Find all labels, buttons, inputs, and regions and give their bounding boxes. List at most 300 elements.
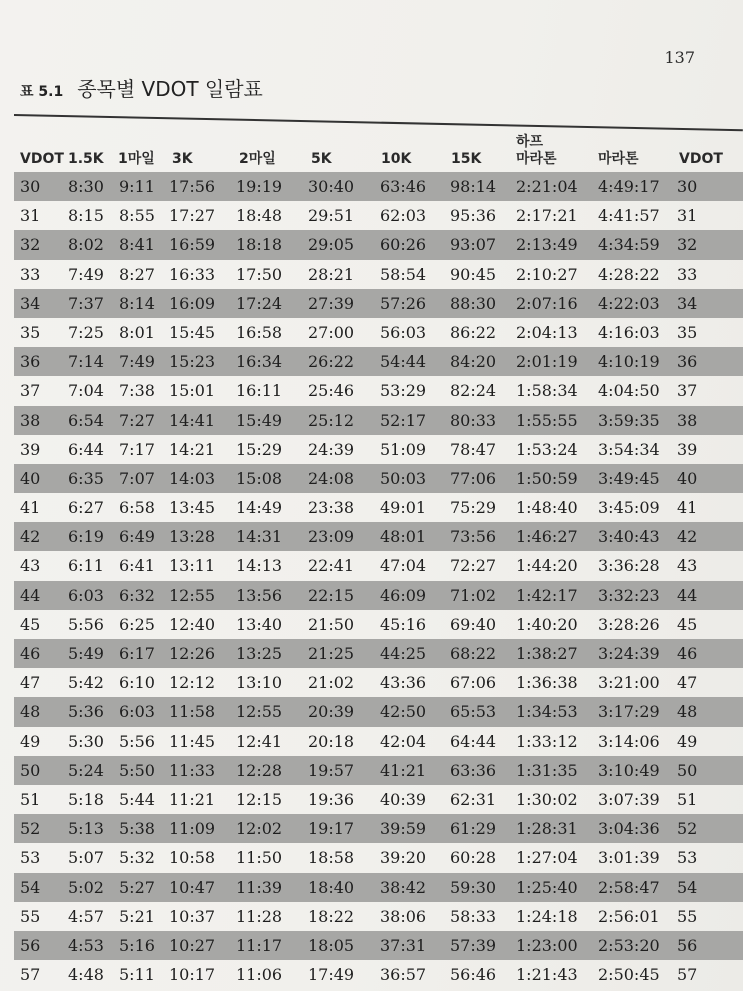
cell-15k: 60:28 — [450, 848, 497, 868]
cell-1-mile: 6:10 — [119, 673, 155, 693]
cell-1-mile: 6:03 — [119, 702, 155, 722]
table-row — [14, 814, 743, 843]
col-header-line: 마라톤 — [516, 151, 557, 167]
cell-1-5k: 5:36 — [68, 702, 104, 722]
cell-5k: 19:36 — [308, 789, 355, 809]
table-row — [14, 668, 743, 697]
cell-10k: 40:39 — [380, 789, 427, 809]
cell-5k: 25:12 — [308, 410, 355, 430]
cell-half-marathon: 1:44:20 — [516, 556, 578, 576]
cell-2-mile: 12:55 — [236, 702, 283, 722]
col-header-10k — [381, 151, 411, 168]
cell-vdot: 34 — [20, 293, 41, 313]
cell-5k: 18:40 — [308, 877, 355, 897]
cell-15k: 71:02 — [450, 585, 497, 605]
cell-1-5k: 4:57 — [68, 906, 104, 926]
cell-1-5k: 6:35 — [68, 468, 104, 488]
cell-3k: 12:55 — [169, 585, 216, 605]
cell-5k: 22:41 — [308, 556, 355, 576]
table-row — [14, 756, 743, 785]
table-row — [14, 172, 743, 201]
cell-10k: 42:04 — [380, 731, 427, 751]
cell-marathon: 2:58:47 — [598, 877, 660, 897]
cell-10k: 37:31 — [380, 935, 427, 955]
table-caption — [20, 73, 263, 102]
col-header-line: 5K — [311, 151, 332, 167]
col-header-line: 2마일 — [239, 151, 276, 167]
cell-2-mile: 16:34 — [236, 352, 283, 372]
cell-1-5k: 5:56 — [68, 614, 104, 634]
table-row — [14, 376, 743, 405]
cell-10k: 54:44 — [380, 352, 427, 372]
cell-15k: 86:22 — [450, 322, 497, 342]
table-row — [14, 610, 743, 639]
table-row — [14, 551, 743, 580]
cell-10k: 43:36 — [380, 673, 427, 693]
cell-vdot-right: 40 — [677, 468, 698, 488]
cell-3k: 17:56 — [169, 177, 216, 196]
col-header-1-mile — [118, 151, 155, 168]
cell-2-mile: 14:31 — [236, 527, 283, 547]
table-row — [14, 727, 743, 756]
cell-15k: 95:36 — [450, 206, 497, 226]
cell-half-marathon: 1:42:17 — [516, 585, 578, 605]
cell-half-marathon: 2:13:49 — [516, 235, 578, 255]
table-row — [14, 493, 743, 522]
cell-15k: 75:29 — [450, 498, 497, 518]
cell-15k: 63:36 — [450, 760, 497, 780]
cell-vdot: 54 — [20, 877, 41, 897]
cell-vdot: 30 — [20, 177, 41, 196]
table-header — [14, 122, 743, 172]
cell-1-5k: 7:14 — [68, 352, 104, 372]
cell-half-marathon: 1:25:40 — [516, 877, 578, 897]
cell-15k: 77:06 — [450, 468, 497, 488]
cell-half-marathon: 2:21:04 — [516, 177, 578, 196]
cell-2-mile: 13:10 — [236, 673, 283, 693]
cell-vdot-right: 30 — [677, 177, 698, 196]
cell-1-mile: 5:21 — [119, 906, 155, 926]
cell-10k: 39:20 — [380, 848, 427, 868]
cell-15k: 73:56 — [450, 527, 497, 547]
cell-5k: 24:08 — [308, 468, 355, 488]
cell-1-5k: 7:04 — [68, 381, 104, 401]
cell-1-mile: 7:17 — [119, 439, 155, 459]
cell-vdot: 49 — [20, 731, 41, 751]
cell-marathon: 3:49:45 — [598, 468, 660, 488]
cell-5k: 17:49 — [308, 965, 355, 985]
cell-15k: 80:33 — [450, 410, 497, 430]
cell-marathon: 4:10:19 — [598, 352, 660, 372]
cell-vdot-right: 51 — [677, 789, 698, 809]
col-header-vdot — [20, 151, 64, 168]
cell-half-marathon: 2:07:16 — [516, 293, 578, 313]
cell-vdot-right: 38 — [677, 410, 698, 430]
cell-vdot-right: 57 — [677, 965, 698, 985]
col-header-vdot-right — [679, 151, 723, 168]
cell-5k: 19:17 — [308, 819, 355, 839]
cell-vdot: 51 — [20, 789, 41, 809]
cell-15k: 90:45 — [450, 264, 497, 284]
table-row — [14, 581, 743, 610]
cell-1-mile: 8:55 — [119, 206, 155, 226]
cell-half-marathon: 1:31:35 — [516, 760, 578, 780]
cell-marathon: 3:40:43 — [598, 527, 660, 547]
cell-15k: 62:31 — [450, 789, 497, 809]
cell-10k: 57:26 — [380, 293, 427, 313]
cell-2-mile: 16:11 — [236, 381, 283, 401]
cell-2-mile: 16:58 — [236, 322, 283, 342]
cell-vdot-right: 41 — [677, 498, 698, 518]
cell-half-marathon: 1:30:02 — [516, 789, 578, 809]
cell-1-mile: 7:27 — [119, 410, 155, 430]
cell-2-mile: 12:41 — [236, 731, 283, 751]
cell-2-mile: 18:48 — [236, 206, 283, 226]
cell-1-mile: 5:32 — [119, 848, 155, 868]
cell-1-5k: 7:37 — [68, 293, 104, 313]
cell-10k: 41:21 — [380, 760, 427, 780]
cell-marathon: 3:24:39 — [598, 644, 660, 663]
table-row — [14, 785, 743, 814]
cell-vdot-right: 43 — [677, 556, 698, 576]
cell-vdot-right: 52 — [677, 819, 698, 839]
cell-2-mile: 12:28 — [236, 760, 283, 780]
cell-marathon: 4:22:03 — [598, 293, 660, 313]
cell-half-marathon: 1:21:43 — [516, 965, 578, 985]
cell-vdot: 55 — [20, 906, 41, 926]
cell-vdot: 40 — [20, 468, 41, 488]
cell-2-mile: 19:19 — [236, 177, 283, 196]
table-row — [14, 201, 743, 230]
cell-vdot-right: 31 — [677, 206, 698, 226]
cell-5k: 27:39 — [308, 293, 355, 313]
cell-1-5k: 8:15 — [68, 206, 104, 226]
cell-3k: 11:21 — [169, 789, 216, 809]
cell-marathon: 3:54:34 — [598, 439, 660, 459]
cell-2-mile: 15:08 — [236, 468, 283, 488]
cell-vdot: 56 — [20, 935, 41, 955]
cell-vdot: 36 — [20, 352, 41, 372]
cell-3k: 14:41 — [169, 410, 216, 430]
cell-10k: 45:16 — [380, 614, 427, 634]
cell-marathon: 3:04:36 — [598, 819, 660, 839]
cell-half-marathon: 1:34:53 — [516, 702, 578, 722]
cell-15k: 88:30 — [450, 293, 497, 313]
cell-1-5k: 5:42 — [68, 673, 104, 693]
cell-3k: 15:45 — [169, 322, 216, 342]
cell-15k: 84:20 — [450, 352, 497, 372]
cell-15k: 57:39 — [450, 935, 497, 955]
cell-1-5k: 8:02 — [68, 235, 104, 255]
cell-vdot-right: 34 — [677, 293, 698, 313]
cell-5k: 18:22 — [308, 906, 355, 926]
cell-15k: 93:07 — [450, 235, 497, 255]
col-header-2-mile — [239, 151, 276, 168]
cell-10k: 46:09 — [380, 585, 427, 605]
cell-3k: 11:09 — [169, 819, 216, 839]
cell-1-mile: 7:38 — [119, 381, 155, 401]
table-row — [14, 347, 743, 376]
col-header-line: 15K — [451, 151, 482, 167]
cell-1-5k: 6:44 — [68, 439, 104, 459]
cell-3k: 11:58 — [169, 702, 216, 722]
table-row — [14, 260, 743, 289]
cell-vdot: 57 — [20, 965, 41, 985]
vdot-table-body — [14, 172, 743, 989]
cell-3k: 14:03 — [169, 468, 216, 488]
cell-vdot-right: 33 — [677, 264, 698, 284]
cell-2-mile: 11:50 — [236, 848, 283, 868]
cell-half-marathon: 1:40:20 — [516, 614, 578, 634]
cell-5k: 30:40 — [308, 177, 355, 196]
cell-1-mile: 5:50 — [119, 760, 155, 780]
cell-1-mile: 5:16 — [119, 935, 155, 955]
cell-marathon: 4:16:03 — [598, 322, 660, 342]
cell-half-marathon: 1:33:12 — [516, 731, 578, 751]
cell-15k: 72:27 — [450, 556, 497, 576]
cell-5k: 22:15 — [308, 585, 355, 605]
cell-half-marathon: 1:28:31 — [516, 819, 578, 839]
cell-15k: 56:46 — [450, 965, 497, 985]
col-header-half-marathon — [516, 134, 557, 168]
cell-1-mile: 9:11 — [119, 177, 155, 196]
cell-half-marathon: 1:55:55 — [516, 410, 578, 430]
cell-3k: 14:21 — [169, 439, 216, 459]
cell-half-marathon: 1:24:18 — [516, 906, 578, 926]
table-row — [14, 522, 743, 551]
cell-10k: 60:26 — [380, 235, 427, 255]
table-row — [14, 435, 743, 464]
cell-half-marathon: 1:27:04 — [516, 848, 578, 868]
cell-10k: 56:03 — [380, 322, 427, 342]
cell-3k: 11:33 — [169, 760, 216, 780]
cell-5k: 21:50 — [308, 614, 355, 634]
cell-vdot-right: 56 — [677, 935, 698, 955]
cell-3k: 10:58 — [169, 848, 216, 868]
cell-2-mile: 15:29 — [236, 439, 283, 459]
table-row — [14, 464, 743, 493]
table-row — [14, 289, 743, 318]
cell-1-5k: 7:25 — [68, 322, 104, 342]
cell-5k: 21:02 — [308, 673, 355, 693]
cell-marathon: 3:01:39 — [598, 848, 660, 868]
cell-vdot: 41 — [20, 498, 41, 518]
cell-1-mile: 7:07 — [119, 468, 155, 488]
cell-marathon: 2:56:01 — [598, 906, 660, 926]
cell-half-marathon: 1:36:38 — [516, 673, 578, 693]
cell-5k: 21:25 — [308, 644, 355, 663]
cell-10k: 50:03 — [380, 468, 427, 488]
cell-vdot-right: 53 — [677, 848, 698, 868]
cell-15k: 65:53 — [450, 702, 497, 722]
cell-2-mile: 13:40 — [236, 614, 283, 634]
table-row — [14, 843, 743, 872]
cell-marathon: 3:59:35 — [598, 410, 660, 430]
cell-marathon: 4:41:57 — [598, 206, 660, 226]
cell-3k: 17:27 — [169, 206, 216, 226]
col-header-line: VDOT — [20, 151, 64, 167]
cell-marathon: 3:45:09 — [598, 498, 660, 518]
cell-vdot: 35 — [20, 322, 41, 342]
cell-10k: 38:06 — [380, 906, 427, 926]
cell-15k: 69:40 — [450, 614, 497, 634]
cell-1-5k: 5:18 — [68, 789, 104, 809]
cell-vdot-right: 42 — [677, 527, 698, 547]
cell-vdot-right: 39 — [677, 439, 698, 459]
cell-3k: 13:11 — [169, 556, 216, 576]
cell-marathon: 3:28:26 — [598, 614, 660, 634]
cell-15k: 78:47 — [450, 439, 497, 459]
cell-5k: 19:57 — [308, 760, 355, 780]
cell-half-marathon: 1:38:27 — [516, 644, 578, 663]
cell-2-mile: 14:13 — [236, 556, 283, 576]
cell-1-mile: 6:17 — [119, 644, 155, 663]
cell-15k: 82:24 — [450, 381, 497, 401]
cell-half-marathon: 1:48:40 — [516, 498, 578, 518]
cell-1-5k: 6:11 — [68, 556, 104, 576]
cell-5k: 18:58 — [308, 848, 355, 868]
cell-vdot-right: 32 — [677, 235, 698, 255]
cell-15k: 58:33 — [450, 906, 497, 926]
cell-3k: 15:01 — [169, 381, 216, 401]
cell-marathon: 2:50:45 — [598, 965, 660, 985]
cell-half-marathon: 1:53:24 — [516, 439, 578, 459]
cell-vdot: 32 — [20, 235, 41, 255]
col-header-line: 마라톤 — [598, 151, 639, 167]
cell-2-mile: 13:56 — [236, 585, 283, 605]
cell-3k: 11:45 — [169, 731, 216, 751]
cell-marathon: 3:21:00 — [598, 673, 660, 693]
cell-vdot-right: 48 — [677, 702, 698, 722]
cell-2-mile: 11:17 — [236, 935, 283, 955]
cell-marathon: 4:34:59 — [598, 235, 660, 255]
cell-5k: 23:09 — [308, 527, 355, 547]
cell-marathon: 3:07:39 — [598, 789, 660, 809]
cell-vdot: 42 — [20, 527, 41, 547]
cell-vdot: 53 — [20, 848, 41, 868]
table-row — [14, 873, 743, 902]
cell-3k: 10:27 — [169, 935, 216, 955]
cell-1-mile: 6:58 — [119, 498, 155, 518]
cell-1-mile: 8:41 — [119, 235, 155, 255]
cell-half-marathon: 2:10:27 — [516, 264, 578, 284]
table-row — [14, 230, 743, 259]
cell-3k: 12:12 — [169, 673, 216, 693]
cell-3k: 16:33 — [169, 264, 216, 284]
col-header-15k — [451, 151, 481, 168]
cell-10k: 63:46 — [380, 177, 427, 196]
cell-3k: 13:45 — [169, 498, 216, 518]
cell-half-marathon: 1:23:00 — [516, 935, 578, 955]
cell-1-5k: 7:49 — [68, 264, 104, 284]
page-number: 137 — [664, 48, 695, 67]
cell-1-5k: 4:48 — [68, 965, 104, 985]
cell-marathon: 3:36:28 — [598, 556, 660, 576]
cell-10k: 49:01 — [380, 498, 427, 518]
cell-15k: 98:14 — [450, 177, 497, 196]
cell-1-mile: 7:49 — [119, 352, 155, 372]
cell-3k: 10:37 — [169, 906, 216, 926]
cell-vdot: 39 — [20, 439, 41, 459]
cell-vdot-right: 36 — [677, 352, 698, 372]
cell-10k: 36:57 — [380, 965, 427, 985]
cell-10k: 52:17 — [380, 410, 427, 430]
cell-5k: 28:21 — [308, 264, 355, 284]
cell-marathon: 4:28:22 — [598, 264, 660, 284]
table-row — [14, 318, 743, 347]
cell-vdot-right: 46 — [677, 644, 698, 663]
cell-vdot-right: 55 — [677, 906, 698, 926]
cell-1-5k: 6:54 — [68, 410, 104, 430]
table-row — [14, 406, 743, 435]
cell-10k: 38:42 — [380, 877, 427, 897]
cell-vdot: 48 — [20, 702, 41, 722]
cell-10k: 48:01 — [380, 527, 427, 547]
cell-vdot-right: 47 — [677, 673, 698, 693]
table-row — [14, 639, 743, 668]
cell-vdot: 47 — [20, 673, 41, 693]
cell-1-mile: 8:14 — [119, 293, 155, 313]
cell-10k: 42:50 — [380, 702, 427, 722]
cell-2-mile: 12:02 — [236, 819, 283, 839]
cell-10k: 62:03 — [380, 206, 427, 226]
cell-2-mile: 12:15 — [236, 789, 283, 809]
cell-half-marathon: 1:50:59 — [516, 468, 578, 488]
cell-10k: 39:59 — [380, 819, 427, 839]
cell-3k: 15:23 — [169, 352, 216, 372]
table-row — [14, 902, 743, 931]
cell-5k: 18:05 — [308, 935, 355, 955]
cell-15k: 67:06 — [450, 673, 497, 693]
cell-5k: 24:39 — [308, 439, 355, 459]
cell-vdot: 44 — [20, 585, 41, 605]
cell-5k: 29:51 — [308, 206, 355, 226]
cell-1-5k: 5:13 — [68, 819, 104, 839]
cell-2-mile: 18:18 — [236, 235, 283, 255]
cell-vdot: 33 — [20, 264, 41, 284]
cell-5k: 27:00 — [308, 322, 355, 342]
cell-2-mile: 11:39 — [236, 877, 283, 897]
cell-3k: 12:40 — [169, 614, 216, 634]
cell-1-5k: 6:27 — [68, 498, 104, 518]
col-header-line: 하프 — [516, 134, 544, 150]
cell-3k: 16:09 — [169, 293, 216, 313]
cell-vdot: 43 — [20, 556, 41, 576]
cell-2-mile: 17:50 — [236, 264, 283, 284]
cell-3k: 10:47 — [169, 877, 216, 897]
cell-marathon: 3:14:06 — [598, 731, 660, 751]
table-row — [14, 697, 743, 726]
cell-3k: 16:59 — [169, 235, 216, 255]
table-title: 종목별 VDOT 일람표 — [77, 77, 263, 101]
cell-1-mile: 6:32 — [119, 585, 155, 605]
cell-vdot-right: 37 — [677, 381, 698, 401]
cell-vdot-right: 50 — [677, 760, 698, 780]
cell-marathon: 2:53:20 — [598, 935, 660, 955]
cell-2-mile: 17:24 — [236, 293, 283, 313]
cell-vdot: 37 — [20, 381, 41, 401]
cell-3k: 13:28 — [169, 527, 216, 547]
cell-marathon: 3:17:29 — [598, 702, 660, 722]
cell-vdot-right: 44 — [677, 585, 698, 605]
cell-1-mile: 5:38 — [119, 819, 155, 839]
cell-3k: 10:17 — [169, 965, 216, 985]
cell-15k: 68:22 — [450, 644, 497, 663]
col-header-line: 1.5K — [68, 151, 104, 167]
cell-10k: 53:29 — [380, 381, 427, 401]
col-header-line: VDOT — [679, 151, 723, 167]
cell-vdot: 52 — [20, 819, 41, 839]
